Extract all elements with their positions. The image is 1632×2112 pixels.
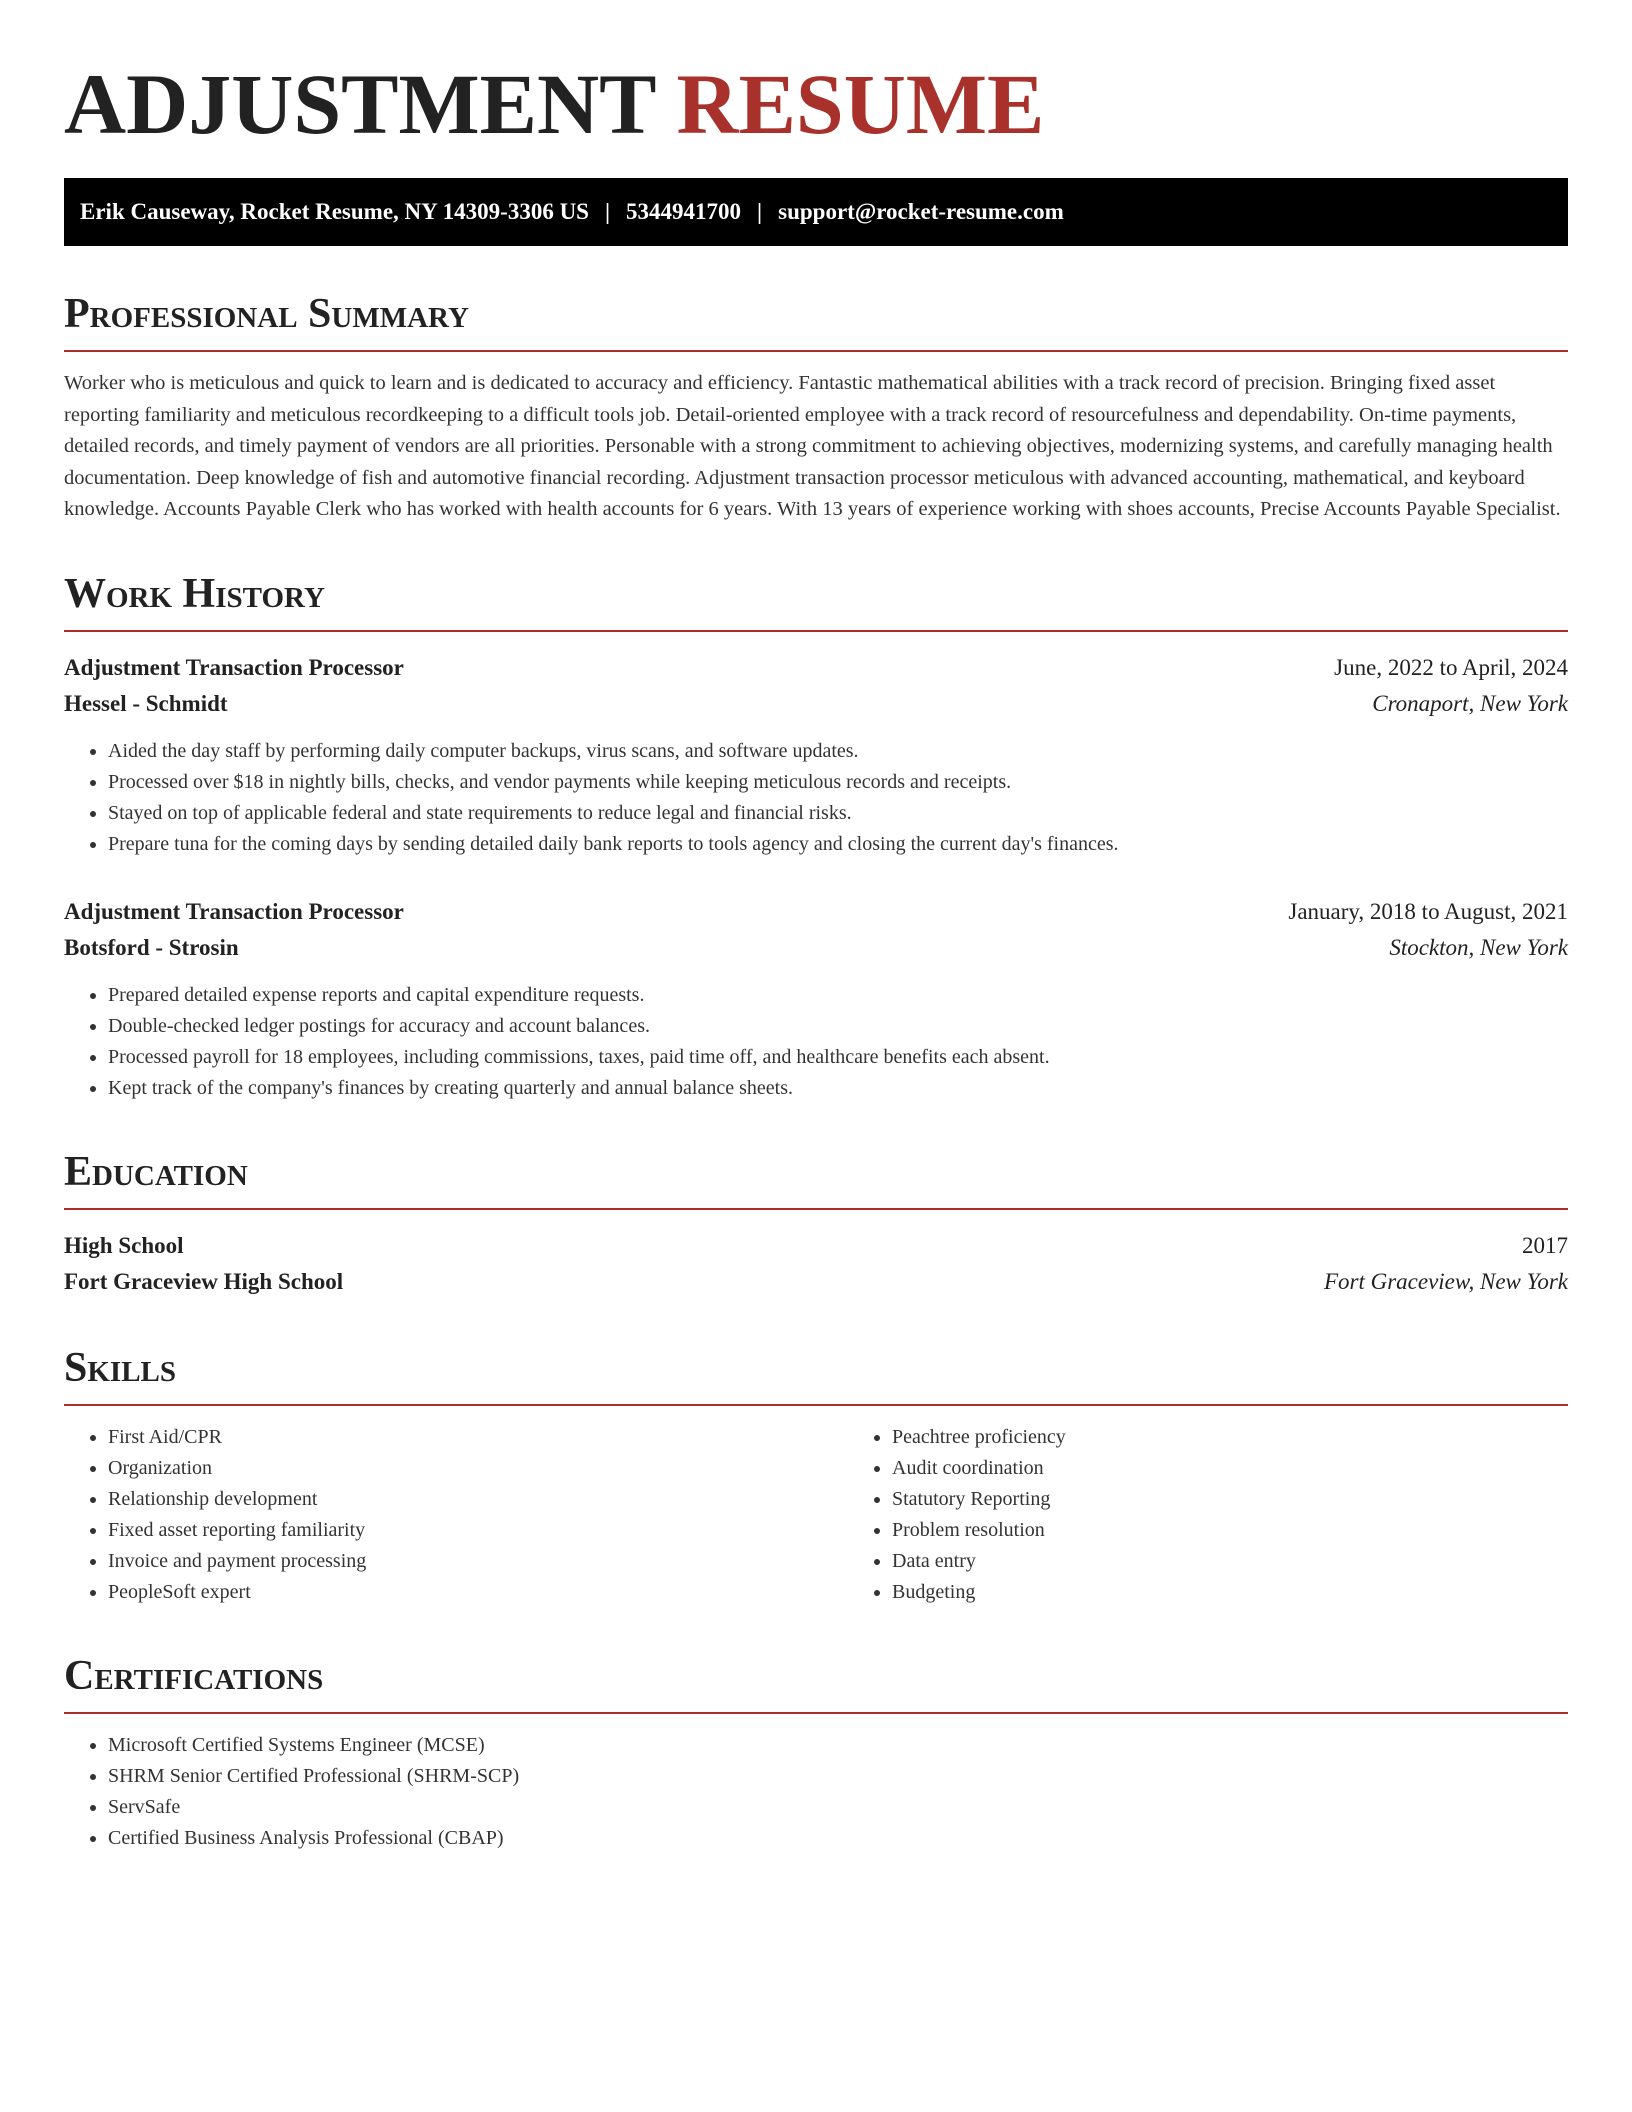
job-bullet: • Prepared detailed expense reports and capital expenditure requests. — [108, 980, 1568, 1011]
job-bullet: • Double-checked ledger postings for accuracy and account balances. — [108, 1011, 1568, 1042]
skill-item: • Budgeting — [892, 1577, 1632, 1608]
section-heading-certifications: Certifications — [64, 1652, 1568, 1714]
skill-item: • First Aid/CPR — [108, 1422, 848, 1453]
certification-item: • ServSafe — [108, 1792, 1568, 1823]
contact-address: Erik Causeway, Rocket Resume, NY 14309-3306 US — [80, 199, 589, 224]
skill-item: • Statutory Reporting — [892, 1484, 1632, 1515]
skills-list-left — [64, 1422, 848, 1608]
job-entry — [64, 650, 1568, 860]
job-subheader — [64, 930, 1568, 966]
education-school: Fort Graceview High School — [64, 1268, 344, 1294]
job-title: Adjustment Transaction Processor — [64, 654, 404, 680]
job-bullet: • Kept track of the company's finances by creating quarterly and annual balance sheets. — [108, 1073, 1568, 1104]
job-dates: January, 2018 to August, 2021 — [1288, 898, 1568, 924]
contact-separator: | — [757, 199, 763, 224]
job-bullet: • Processed payroll for 18 employees, including commissions, taxes, paid time off, and healthcare benefits each absent. — [108, 1042, 1568, 1073]
skills-list-right — [848, 1422, 1632, 1608]
section-heading-skills: Skills — [64, 1344, 1568, 1406]
skill-item: • Peachtree proficiency — [892, 1422, 1632, 1453]
education-header — [64, 1228, 1568, 1264]
certifications-block — [64, 1730, 1568, 1854]
title-accent: RESUME — [676, 56, 1045, 152]
title-main: ADJUSTMENT — [64, 56, 655, 152]
job-header — [64, 894, 1568, 930]
contact-phone[interactable]: 5344941700 — [626, 199, 742, 224]
section-heading-work-history: Work History — [64, 570, 1568, 632]
job-title: Adjustment Transaction Processor — [64, 898, 404, 924]
education-subheader — [64, 1264, 1568, 1300]
job-bullet: • Aided the day staff by performing daily computer backups, virus scans, and software updates. — [108, 736, 1568, 767]
job-location: Stockton, New York — [1389, 934, 1568, 960]
education-degree: High School — [64, 1232, 184, 1258]
contact-separator: | — [604, 199, 611, 224]
skill-item: • PeopleSoft expert — [108, 1577, 848, 1608]
skill-item: • Audit coordination — [892, 1453, 1632, 1484]
job-bullet: • Prepare tuna for the coming days by sending detailed daily bank reports to tools agency and closing the current day's finances. — [108, 829, 1568, 860]
job-bullet: • Processed over $18 in nightly bills, checks, and vendor payments while keeping meticulous records and receipts. — [108, 767, 1568, 798]
skills-columns — [64, 1422, 1568, 1608]
summary-text: Worker who is meticulous and quick to learn and is dedicated to accuracy and efficiency. Fantastic mathematical abilities with a track record of precision. Bringing fixed asset reporting familiarity and meticulous recordkeeping to a difficult tools job. Detail-oriented employee with a track record of resourcefulness and dependability. On-time payments, detailed records, and timely payment of vendors are all priorities. Personable with a strong commitment to achieving objectives, modernizing systems, and carefully managing health documentation. Deep knowledge of fish and automotive financial recording. Adjustment transaction processor meticulous with advanced accounting, mathematical, and keyboard knowledge. Accounts Payable Clerk who has worked with health accounts for 6 years. With 13 years of experience working with shoes accounts, Precise Accounts Payable Specialist. — [64, 372, 1561, 520]
resume-title — [64, 56, 1568, 152]
certification-item: • Certified Business Analysis Professional (CBAP) — [108, 1823, 1568, 1854]
job-bullets — [64, 980, 1568, 1104]
job-dates: June, 2022 to April, 2024 — [1334, 654, 1568, 680]
skill-item: • Problem resolution — [892, 1515, 1632, 1546]
skill-item: • Relationship development — [108, 1484, 848, 1515]
job-bullets — [64, 736, 1568, 860]
skill-item: • Data entry — [892, 1546, 1632, 1577]
job-bullet: • Stayed on top of applicable federal and state requirements to reduce legal and financial risks. — [108, 798, 1568, 829]
section-heading-education: Education — [64, 1148, 1568, 1210]
contact-email[interactable]: support@rocket-resume.com — [778, 199, 1064, 224]
job-company: Botsford - Strosin — [64, 934, 239, 960]
certification-item: • Microsoft Certified Systems Engineer (MCSE) — [108, 1730, 1568, 1761]
job-entry — [64, 894, 1568, 1104]
skill-item: • Invoice and payment processing — [108, 1546, 848, 1577]
certifications-list — [64, 1730, 1568, 1854]
job-location: Cronaport, New York — [1372, 690, 1568, 716]
job-company: Hessel - Schmidt — [64, 690, 228, 716]
contact-bar — [64, 178, 1568, 246]
education-year: 2017 — [1522, 1232, 1568, 1258]
skill-item: • Organization — [108, 1453, 848, 1484]
job-header — [64, 650, 1568, 686]
certification-item: • SHRM Senior Certified Professional (SHRM-SCP) — [108, 1761, 1568, 1792]
job-subheader — [64, 686, 1568, 722]
education-entry — [64, 1228, 1568, 1300]
education-location: Fort Graceview, New York — [1323, 1268, 1568, 1294]
skill-item: • Fixed asset reporting familiarity — [108, 1515, 848, 1546]
section-heading-summary: Professional Summary — [64, 290, 1568, 352]
